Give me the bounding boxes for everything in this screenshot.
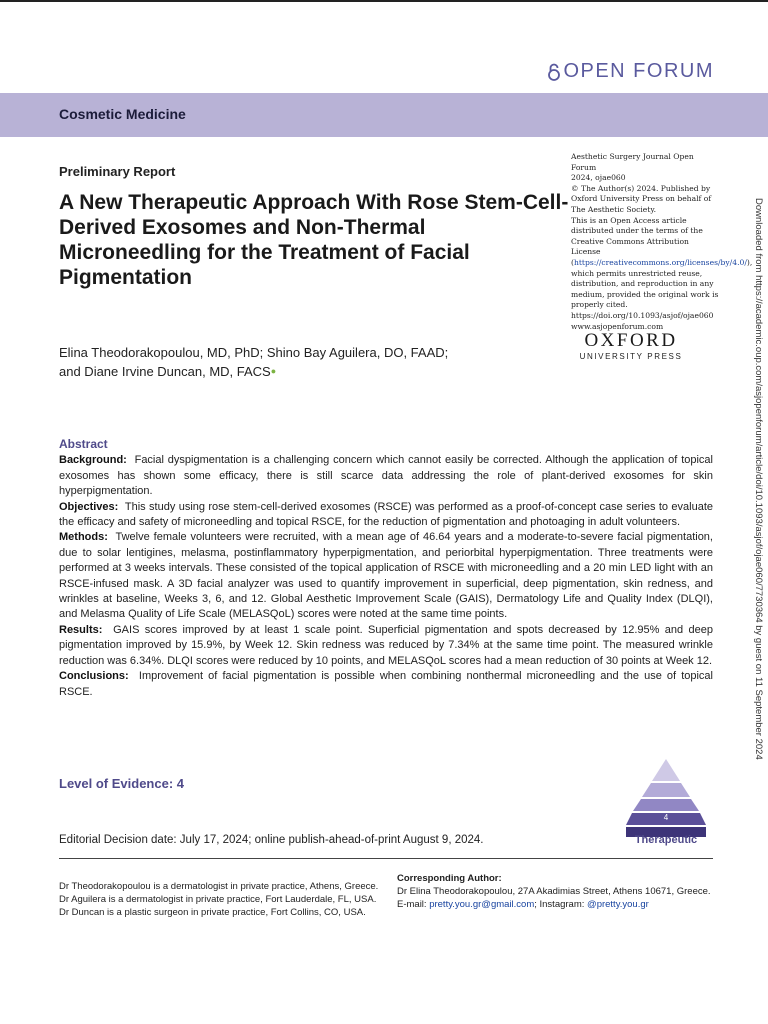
meta-website[interactable]: www.asjopenforum.com	[571, 321, 664, 331]
conclusions-text: Improvement of facial pigmentation is possible when combining nonthermal microneedling and the use of topical RSCE.	[59, 670, 713, 698]
email-link[interactable]: pretty.you.gr@gmail.com	[429, 899, 535, 910]
author-affiliations: Dr Theodorakopoulou is a dermatologist in private practice, Athens, Greece. Dr Aguilera is a dermatologist in private practice, Fort Lauderdale, FL, USA. Dr Duncan is a plastic surgeon in private practice, Fort Collins, CO, USA.	[59, 881, 379, 918]
meta-copyright: © The Author(s) 2024. Published by Oxford University Press on behalf of The Aesthetic Society.	[571, 183, 712, 214]
orcid-icon[interactable]: ●	[270, 366, 277, 376]
meta-license	[571, 215, 753, 311]
corresponding-address: Dr Elina Theodorakopoulou, 27A Akadimias Street, Athens 10671, Greece.	[397, 886, 711, 897]
results-text: GAIS scores improved by at least 1 scale point. Superficial pigmentation and spots decreased by 12.95% and deep pigmentation improved by 15.9%, by Week 12. Skin redness was reduced by 7.34% at the same time point. The measured wrinkle reduction was 6.34%. DLQI scores were reduced by 10 points, and MELASQoL scores had a mean reduction of 30 points at Week 12.	[59, 623, 713, 667]
conclusions-label: Conclusions:	[59, 670, 129, 683]
download-text: Downloaded from https://academic.oup.com/asjopenforum/article/doi/10.1093/asjof/ojae060/7730364 by guest on 11 September 2024	[753, 198, 764, 760]
meta-journal: Aesthetic Surgery Journal Open Forum	[571, 152, 694, 172]
abstract-background	[59, 453, 713, 499]
abstract-results	[59, 623, 713, 669]
publisher-sub: UNIVERSITY PRESS	[579, 352, 683, 361]
brand-text: OPEN FORUM	[563, 60, 714, 82]
license-text-end: ), which permits unrestricted reuse, distribution, and reproduction in any medium, provided the original work is properly cited.	[571, 257, 753, 310]
abstract-objectives	[59, 500, 713, 531]
pyramid-caption: Therapeutic	[634, 834, 698, 846]
publisher-name: OXFORD	[584, 330, 678, 351]
instagram-label: ; Instagram:	[534, 899, 585, 910]
email-label: E-mail:	[397, 899, 427, 910]
author-list	[59, 343, 539, 381]
download-watermark	[752, 198, 766, 828]
corresponding-heading: Corresponding Author:	[397, 873, 502, 884]
top-border	[0, 0, 768, 2]
background-label: Background:	[59, 454, 127, 467]
abstract-heading: Abstract	[59, 437, 108, 451]
authors-line-1: Elina Theodorakopoulou, MD, PhD; Shino Bay Aguilera, DO, FAAD;	[59, 345, 449, 360]
license-link[interactable]: https://creativecommons.org/licenses/by/4.0/	[573, 257, 747, 267]
editorial-dates: Editorial Decision date: July 17, 2024; online publish-ahead-of-print August 9, 2024.	[59, 834, 484, 846]
abstract-conclusions	[59, 669, 713, 700]
objectives-label: Objectives:	[59, 500, 119, 513]
article-title: A New Therapeutic Approach With Rose Stem-Cell-Derived Exosomes and Non-Thermal Microneedling for the Treatment of Facial Pigmentation	[59, 191, 569, 289]
methods-label: Methods:	[59, 531, 108, 544]
instagram-link[interactable]: @pretty.you.gr	[587, 899, 649, 910]
level-of-evidence: Level of Evidence: 4	[59, 776, 184, 791]
meta-year: 2024, ojae060	[571, 173, 626, 183]
section-banner	[0, 93, 768, 137]
section-name: Cosmetic Medicine	[59, 106, 186, 122]
license-text: This is an Open Access article distributed under the terms of the Creative Commons Attribution License (	[571, 215, 703, 267]
pyramid-level: 4	[663, 813, 669, 822]
article-type: Preliminary Report	[59, 164, 176, 179]
abstract-section	[59, 437, 713, 700]
meta-doi[interactable]: https://doi.org/10.1093/asjof/ojae060	[571, 310, 714, 320]
objectives-text: This study using rose stem-cell-derived exosomes (RSCE) was performed as a proof-of-concept case series to evaluate the efficacy and safety of microneedling and topical RSCE, for the reduction of pigmentation and photoaging in adult volunteers.	[59, 500, 713, 529]
methods-text: Twelve female volunteers were recruited, with a mean age of 46.64 years and a moderate-to-severe facial pigmentation, due to solar lentigines, melasma, postinflammatory hyperpigmentation, and periorbital hyperpigmentation. Three treatments were performed at 3 weeks intervals. These consisted of the topical application of RSCE with microneedling and a 20 min LED light with an RSCE-infused mask. A 3D facial analyzer was used to quantify improvement in superficial, deep pigmentation, skin redness, and wrinkles at baseline, Weeks 3, 6, and 12. Global Aesthetic Improvement Scale (GAIS), Dermatology Life and Quality Index (DLQI), and Melasma Quality of Life Scale (MELASQoL) scores were noted at the same time points.	[59, 531, 713, 621]
footer-divider	[59, 858, 713, 859]
publisher-logo	[571, 330, 691, 361]
open-access-lock-icon	[547, 63, 561, 81]
journal-brand[interactable]	[547, 60, 714, 83]
authors-line-2: and Diane Irvine Duncan, MD, FACS	[59, 364, 271, 379]
publication-meta	[571, 152, 753, 332]
abstract-methods	[59, 530, 713, 622]
corresponding-author	[397, 872, 717, 911]
corresponding-contact	[397, 898, 717, 911]
background-text: Facial dyspigmentation is a challenging concern which cannot easily be corrected. Although the application of topical exosomes has shown some efficacy, there is still scarce data addressing the role of plant-derived exosomes for skin hyperpigmentation.	[59, 454, 713, 498]
results-label: Results:	[59, 623, 103, 636]
